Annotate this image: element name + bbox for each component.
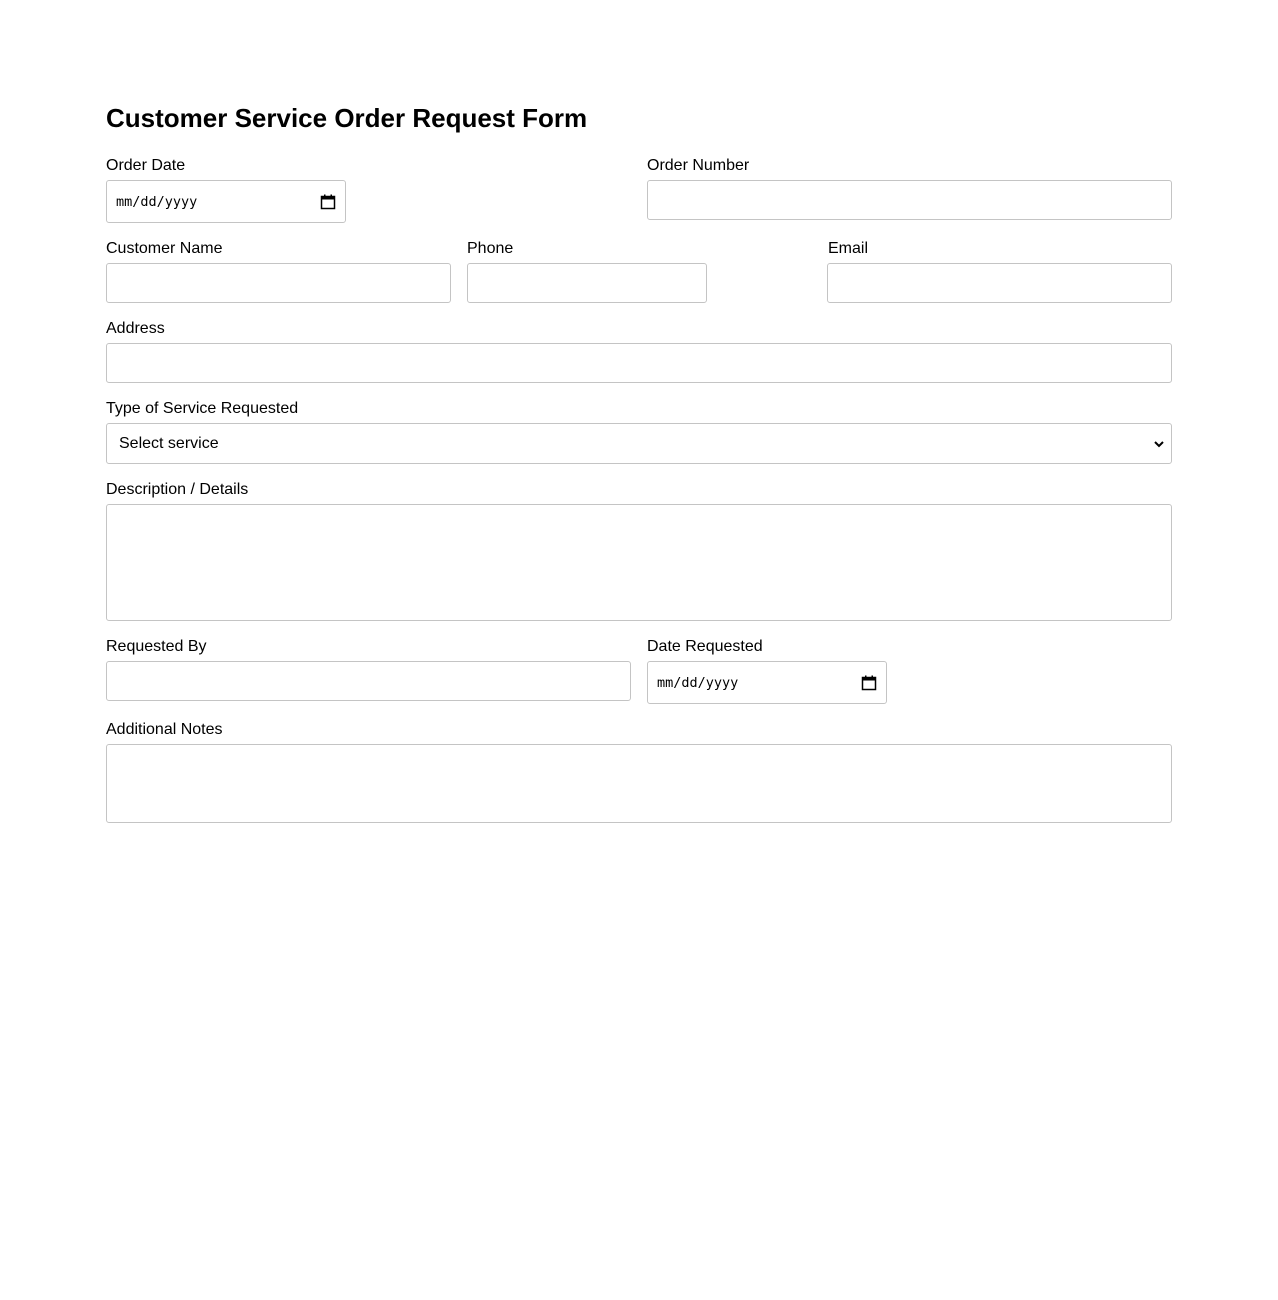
order-number-label: Order Number	[647, 157, 750, 174]
description-label: Description / Details	[106, 481, 249, 498]
service-type-selected: Select service	[119, 434, 219, 452]
address-input[interactable]	[106, 343, 1172, 383]
phone-input[interactable]	[467, 263, 707, 303]
email-label: Email	[828, 240, 869, 257]
customer-name-label: Customer Name	[106, 240, 223, 257]
date-requested-placeholder: mm/dd/yyyy	[657, 674, 739, 691]
order-number-input[interactable]	[647, 180, 1172, 220]
phone-label: Phone	[467, 240, 514, 257]
service-type-label: Type of Service Requested	[106, 400, 299, 417]
service-type-select[interactable]	[106, 423, 1172, 464]
address-label: Address	[106, 320, 165, 337]
order-date-placeholder: mm/dd/yyyy	[116, 193, 198, 210]
date-requested-field[interactable]	[647, 661, 887, 704]
customer-name-input[interactable]	[106, 263, 451, 303]
order-date-field[interactable]	[106, 180, 346, 223]
additional-notes-textarea[interactable]	[106, 744, 1172, 823]
page-title: Customer Service Order Request Form	[106, 103, 588, 133]
chevron-down-icon	[1153, 438, 1165, 450]
email-input[interactable]	[827, 263, 1172, 303]
order-date-label: Order Date	[106, 157, 186, 174]
requested-by-input[interactable]	[106, 661, 631, 701]
calendar-icon[interactable]	[861, 675, 877, 691]
description-textarea[interactable]	[106, 504, 1172, 621]
date-requested-label: Date Requested	[647, 638, 763, 655]
additional-notes-label: Additional Notes	[106, 721, 223, 738]
calendar-icon[interactable]	[320, 194, 336, 210]
requested-by-label: Requested By	[106, 638, 207, 655]
